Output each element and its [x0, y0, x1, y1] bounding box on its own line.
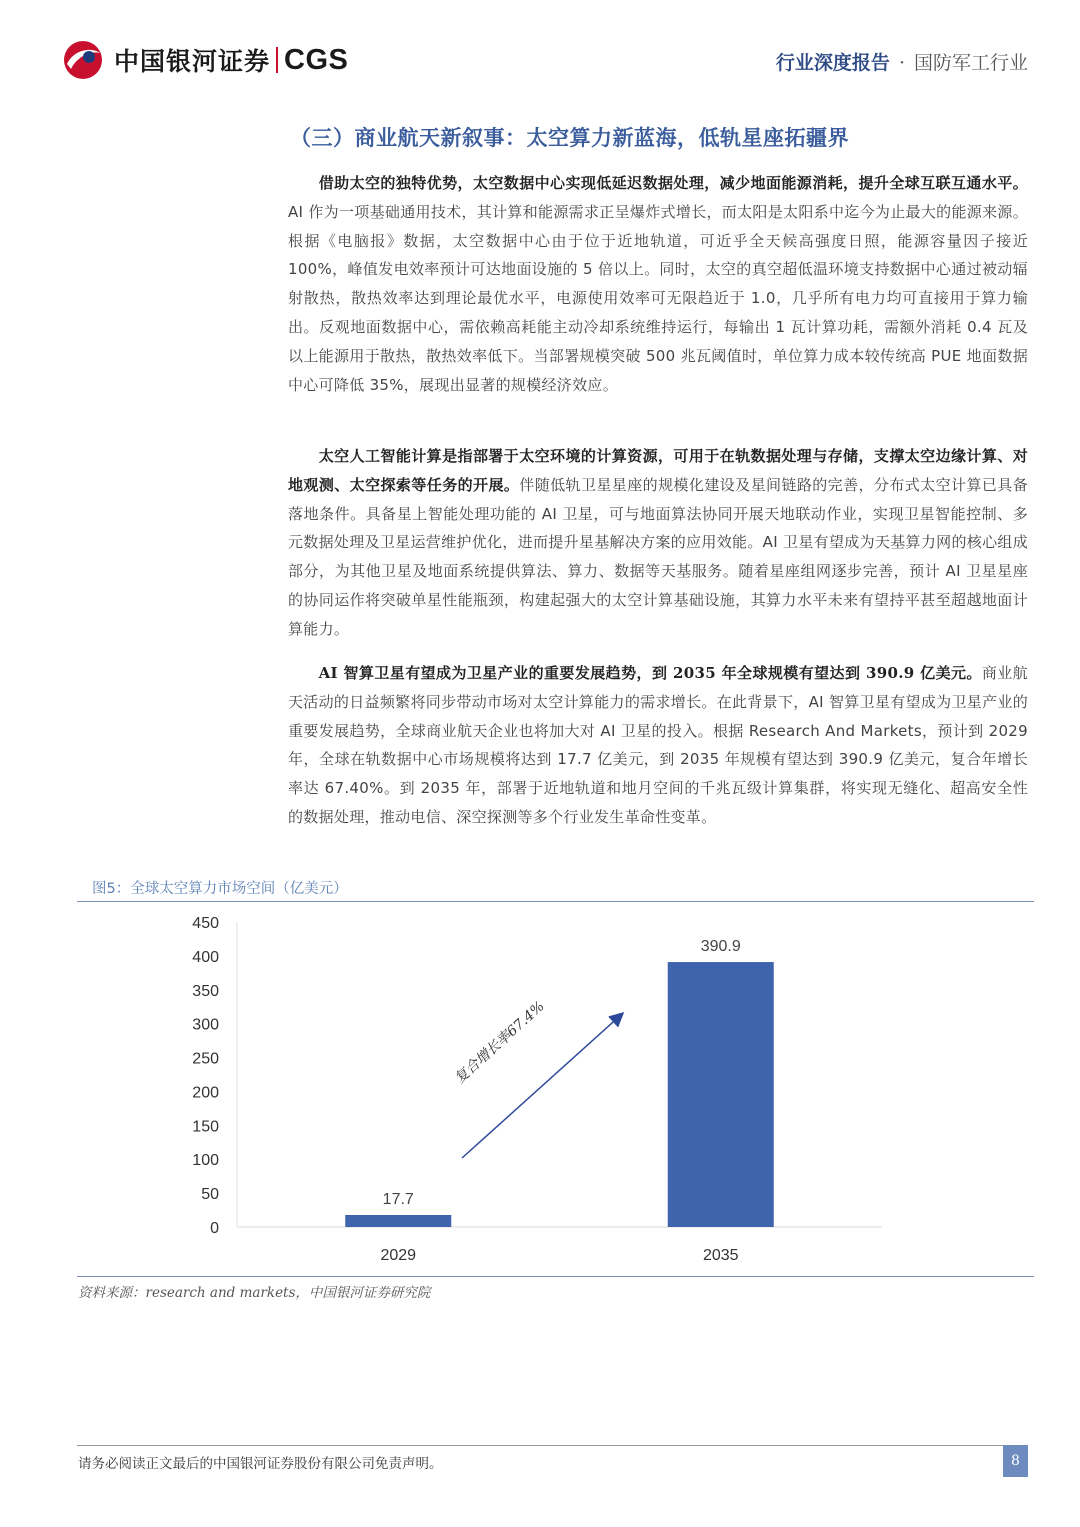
paragraph-lead: 借助太空的独特优势，太空数据中心实现低延迟数据处理，减少地面能源消耗，提升全球互联互通水平。: [318, 174, 1028, 192]
figure-source: 资料来源：research and markets，中国银河证券研究院: [78, 1285, 431, 1301]
logo-text-en: CGS: [284, 43, 349, 76]
logo-divider: [276, 47, 278, 73]
y-tick-label: 200: [192, 1084, 219, 1102]
paragraph-lead: AI 智算卫星有望成为卫星产业的重要发展趋势，到 2035 年全球规模有望达到 390.9 亿美元。: [318, 664, 982, 682]
y-tick-label: 50: [201, 1186, 219, 1204]
paragraph-body: 商业航天活动的日益频繁将同步带动市场对太空计算能力的需求增长。在此背景下，AI 智算卫星有望成为卫星产业的重要发展趋势，全球商业航天企业也将加大对 AI 卫星的投入。根据 Research And Markets，预计到 2029 年，全球在轨数据中心市场规模将达到 17.7 亿美元，到 2035 年规模有望达到 390.9 亿美元，复合年增长率达 67.40%。到 2035 年，部署于近地轨道和地月空间的千兆瓦级计算集群，将实现无缝化、超高安全性的数据处理，推动电信、深空探测等多个行业发生革命性变革。: [288, 664, 1028, 826]
footer-rule: [77, 1445, 1003, 1446]
report-category: [776, 48, 1028, 75]
bar-2029: [345, 1215, 451, 1227]
paragraph-body: 伴随低轨卫星星座的规模化建设及星间链路的完善，分布式太空计算已具备落地条件。具备星上智能处理功能的 AI 卫星，可与地面算法协同开展天地联动作业，实现卫星智能控制、多元数据处理及卫星运营维护优化，进而提升星基解决方案的应用效能。AI 卫星有望成为天基算力网的核心组成部分，为其他卫星及地面系统提供算法、算力、数据等天基服务。随着星座组网逐步完善，预计 AI 卫星星座的协同运作将突破单星性能瓶颈，构建起强大的太空计算基础设施，其算力水平未来有望持平甚至超越地面计算能力。: [288, 475, 1028, 638]
logo-text-cn: 中国银河证券: [114, 47, 271, 76]
y-tick-label: 450: [192, 915, 219, 932]
figure-title: 图5：全球太空算力市场空间（亿美元）: [92, 881, 348, 897]
data-label: 17.7: [382, 1191, 414, 1209]
y-tick-label: 100: [192, 1152, 219, 1170]
section-title: （三）商业航天新叙事：太空算力新蓝海，低轨星座拓疆界: [290, 125, 849, 150]
growth-arrow: [462, 1014, 622, 1158]
brand-logo: [62, 38, 348, 82]
y-tick-label: 300: [192, 1016, 219, 1034]
market-size-bar-chart: [77, 902, 1034, 1276]
cagr-annotation: 复合增长率67.4%: [451, 998, 548, 1087]
page-number: 8: [1003, 1445, 1028, 1477]
galaxy-logo-icon: [62, 39, 104, 81]
footer-disclaimer: 请务必阅读正文最后的中国银河证券股份有限公司免责声明。: [78, 1456, 443, 1472]
paragraph-body: AI 作为一项基础通用技术，其计算和能源需求正呈爆炸式增长，而太阳是太阳系中迄今为止最大的能源来源。根据《电脑报》数据，太空数据中心由于位于近地轨道，可近乎全天候高强度日照，能源容量因子接近 100%，峰值发电效率预计可达地面设施的 5 倍以上。同时，太空的真空超低温环境支持数据中心通过被动辐射散热，散热效率达到理论最优水平，电源使用效率可无限趋近于 1.0，几乎所有电力均可直接用于算力输出。反观地面数据中心，需依赖高耗能主动冷却系统维持运行，每输出 1 瓦计算功耗，需额外消耗 0.4 瓦及以上能源用于散热，散热效率低下。当部署规模突破 500 兆瓦阈值时，单位算力成本较传统高 PUE 地面数据中心可降低 35%，展现出显著的规模经济效应。: [288, 202, 1028, 394]
industry-name: 国防军工行业: [913, 52, 1028, 74]
y-tick-label: 350: [192, 982, 219, 1000]
paragraph-lead: 太空人工智能计算是指部署于太空环境的计算资源，可用于在轨数据处理与存储，支撑太空边缘计算、对地观测、太空探索等任务的开展。: [288, 447, 1028, 494]
y-tick-label: 400: [192, 948, 219, 966]
page-header: [0, 0, 1080, 100]
x-tick-label: 2029: [380, 1247, 417, 1264]
paragraph-ai-satellite-market: [288, 659, 1028, 832]
report-type: 行业深度报告: [775, 52, 890, 74]
figure-bottom-rule: [77, 1276, 1034, 1277]
bar-2035: [668, 962, 774, 1227]
paragraph-space-ai-computing: [288, 442, 1028, 644]
y-tick-label: 250: [192, 1050, 219, 1068]
y-tick-label: 0: [210, 1220, 219, 1237]
x-tick-label: 2035: [702, 1247, 739, 1264]
header-separator: ·: [898, 52, 905, 74]
paragraph-space-data-center: [288, 169, 1028, 399]
y-tick-label: 150: [192, 1118, 219, 1136]
data-label: 390.9: [700, 938, 741, 956]
